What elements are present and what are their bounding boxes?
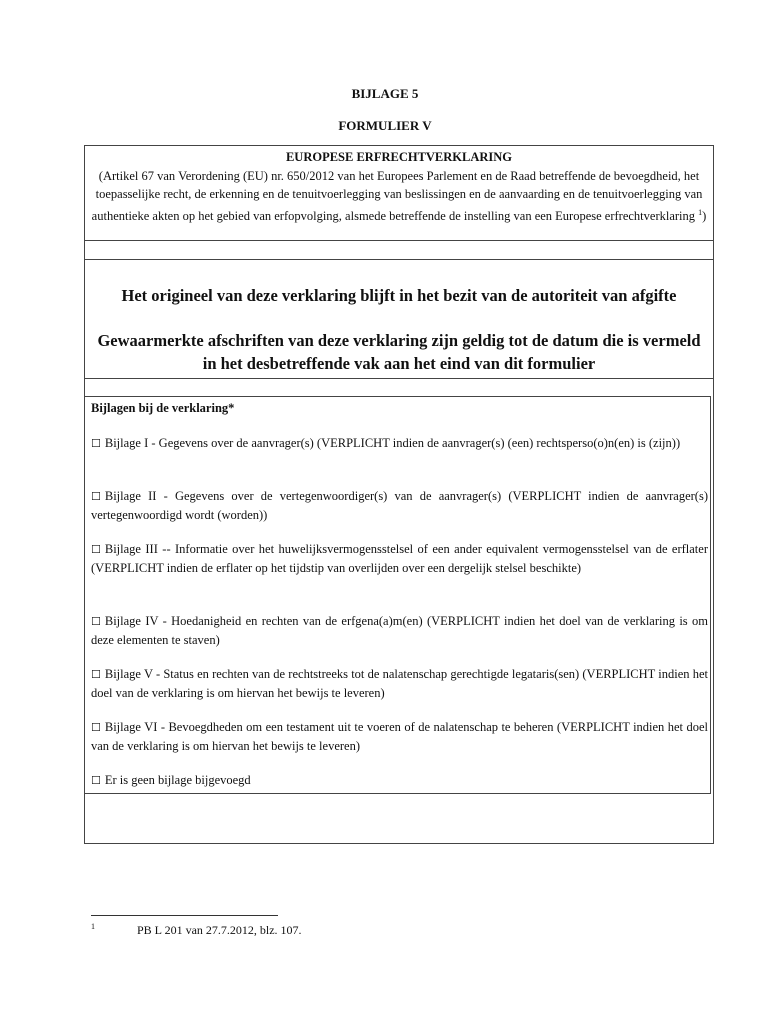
checkbox-icon[interactable]: ☐ [91, 721, 101, 734]
divider [85, 259, 713, 260]
divider [85, 240, 713, 241]
footnote-text: PB L 201 van 27.7.2012, blz. 107. [137, 923, 302, 937]
checkbox-icon[interactable]: ☐ [91, 774, 101, 787]
checkbox-icon[interactable]: ☐ [91, 668, 101, 681]
annexes-section [85, 396, 711, 794]
annex-option-label: Er is geen bijlage bijgevoegd [104, 773, 251, 787]
closing-parenthesis: ) [702, 208, 707, 223]
annexes-label: Bijlagen bij de verklaring* [91, 401, 235, 415]
annex-option-label: Bijlage I - Gegevens over de aanvrager(s) (VERPLICHT indien de aanvrager(s) (een) rechtsperso(o)n(en) is (zijn)) [104, 436, 681, 450]
notice-original: Het origineel van deze verklaring blijft in het bezit van de autoriteit van afgifte [121, 286, 677, 305]
annex-option-label: Bijlage V - Status en rechten van de rechtstreeks tot de nalatenschap gerechtigde legataris(sen) (VERPLICHT indien het doel van de verklaring is om hiervan het bewijs te leveren) [91, 667, 708, 700]
annex-option[interactable] [91, 665, 708, 702]
annex-title: BIJLAGE 5 [351, 86, 419, 101]
annex-option[interactable] [91, 434, 708, 453]
annex-option[interactable] [91, 718, 708, 755]
footnote-number: 1 [91, 922, 95, 931]
annex-option[interactable] [91, 540, 708, 577]
footnote-reference[interactable]: 1 [698, 207, 703, 217]
certificate-description: (Artikel 67 van Verordening (EU) nr. 650/2012 van het Europees Parlement en de Raad betreffende de bevoegdheid, het toepasselijke recht, de erkenning en de tenuitvoerlegging van beslissingen en de aanvaarding en de tenuitvoerlegging van authentieke akten op het gebied van erfopvolging, alsmede betreffende de instelling van een Europese erfrechtverklaring [91, 168, 703, 223]
certificate-form-frame [84, 145, 714, 844]
annex-option[interactable] [91, 771, 708, 790]
divider [85, 378, 713, 379]
notice-copies: Gewaarmerkte afschriften van deze verklaring zijn geldig tot de datum die is vermeld in het desbetreffende vak aan het eind van dit formulier [97, 331, 701, 373]
annex-option[interactable] [91, 612, 708, 649]
certificate-header [85, 146, 713, 240]
checkbox-icon[interactable]: ☐ [91, 437, 101, 450]
checkbox-icon[interactable]: ☐ [91, 615, 101, 628]
certificate-title: EUROPESE ERFRECHTVERKLARING [285, 150, 513, 164]
form-title: FORMULIER V [338, 118, 432, 133]
annex-option[interactable] [91, 487, 708, 524]
annex-option-label: Bijlage II - Gegevens over de vertegenwoordiger(s) van de aanvrager(s) (VERPLICHT indien de aanvrager(s) vertegenwoordigd wordt (worden)) [91, 489, 708, 522]
annex-option-label: Bijlage III -- Informatie over het huwelijksvermogensstelsel of een ander equivalent vermogensstelsel van de erflater (VERPLICHT indien de erflater op het tijdstip van overlijden over een dergelijk stelsel beschikte) [91, 542, 708, 575]
checkbox-icon[interactable]: ☐ [91, 490, 101, 503]
checkbox-icon[interactable]: ☐ [91, 543, 101, 556]
footnote-separator [91, 915, 278, 916]
annex-option-label: Bijlage VI - Bevoegdheden om een testament uit te voeren of de nalatenschap te beheren (VERPLICHT indien het doel van de verklaring is om hiervan het bewijs te leveren) [91, 720, 708, 753]
annex-option-label: Bijlage IV - Hoedanigheid en rechten van de erfgena(a)m(en) (VERPLICHT indien het doel van de verklaring is om deze elementen te staven) [91, 614, 708, 647]
